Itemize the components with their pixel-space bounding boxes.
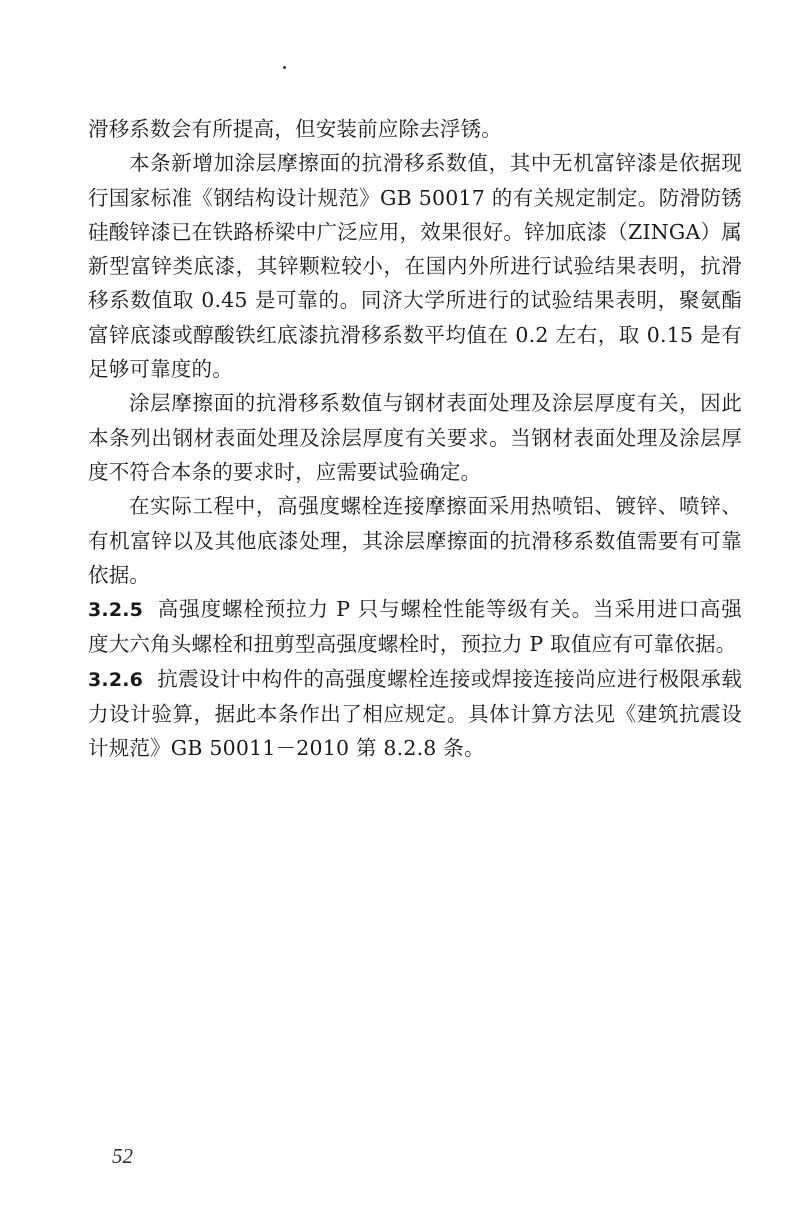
clause-text: 高强度螺栓预拉力 P 只与螺栓性能等级有关。当采用进口高强度大六角头螺栓和扭剪型高强度螺栓时，预拉力 P 取值应有可靠依据。 [88,597,742,657]
clause-text: 抗震设计中构件的高强度螺栓连接或焊接连接尚应进行极限承载力设计验算，据此本条作出了相应规定。具体计算方法见《建筑抗震设计规范》GB 50011－2010 第 8.2.8 条。 [88,666,742,761]
paragraph-surface-treatment: 涂层摩擦面的抗滑移系数值与钢材表面处理及涂层厚度有关，因此本条列出钢材表面处理及涂层厚度有关要求。当钢材表面处理及涂层厚度不符合本条的要求时，应需要试验确定。 [88,391,742,484]
paragraph-coating-friction-values: 本条新增加涂层摩擦面的抗滑移系数值，其中无机富锌漆是依据现行国家标准《钢结构设计规范》GB 50017 的有关规定制定。防滑防锈硅酸锌漆已在铁路桥梁中广泛应用，效果很好。锌加底漆（ZINGA）属新型富锌类底漆，其锌颗粒较小，在国内外所进行试验结果表明，抗滑移系数值取 0.45 是可靠的。同济大学所进行的试验结果表明，聚氨酯富锌底漆或醇酸铁红底漆抗滑移系数平均值在 0.2 左右，取 0.15 是有足够可靠度的。 [88,151,742,382]
page-number: 52 [112,1144,133,1168]
body-text [88,112,742,766]
clause-number: 3.2.6 [88,668,144,691]
clause-3-2-5 [88,592,742,662]
clause-3-2-6 [88,662,742,766]
clause-number: 3.2.5 [88,599,144,622]
paragraph-engineering-practice: 在实际工程中，高强度螺栓连接摩擦面采用热喷铝、镀锌、喷锌、有机富锌以及其他底漆处理，其涂层摩擦面的抗滑移系数值需要有可靠依据。 [88,494,742,587]
paragraph-continuation: 滑移系数会有所提高，但安装前应除去浮锈。 [88,117,502,141]
scan-speck [283,66,286,69]
